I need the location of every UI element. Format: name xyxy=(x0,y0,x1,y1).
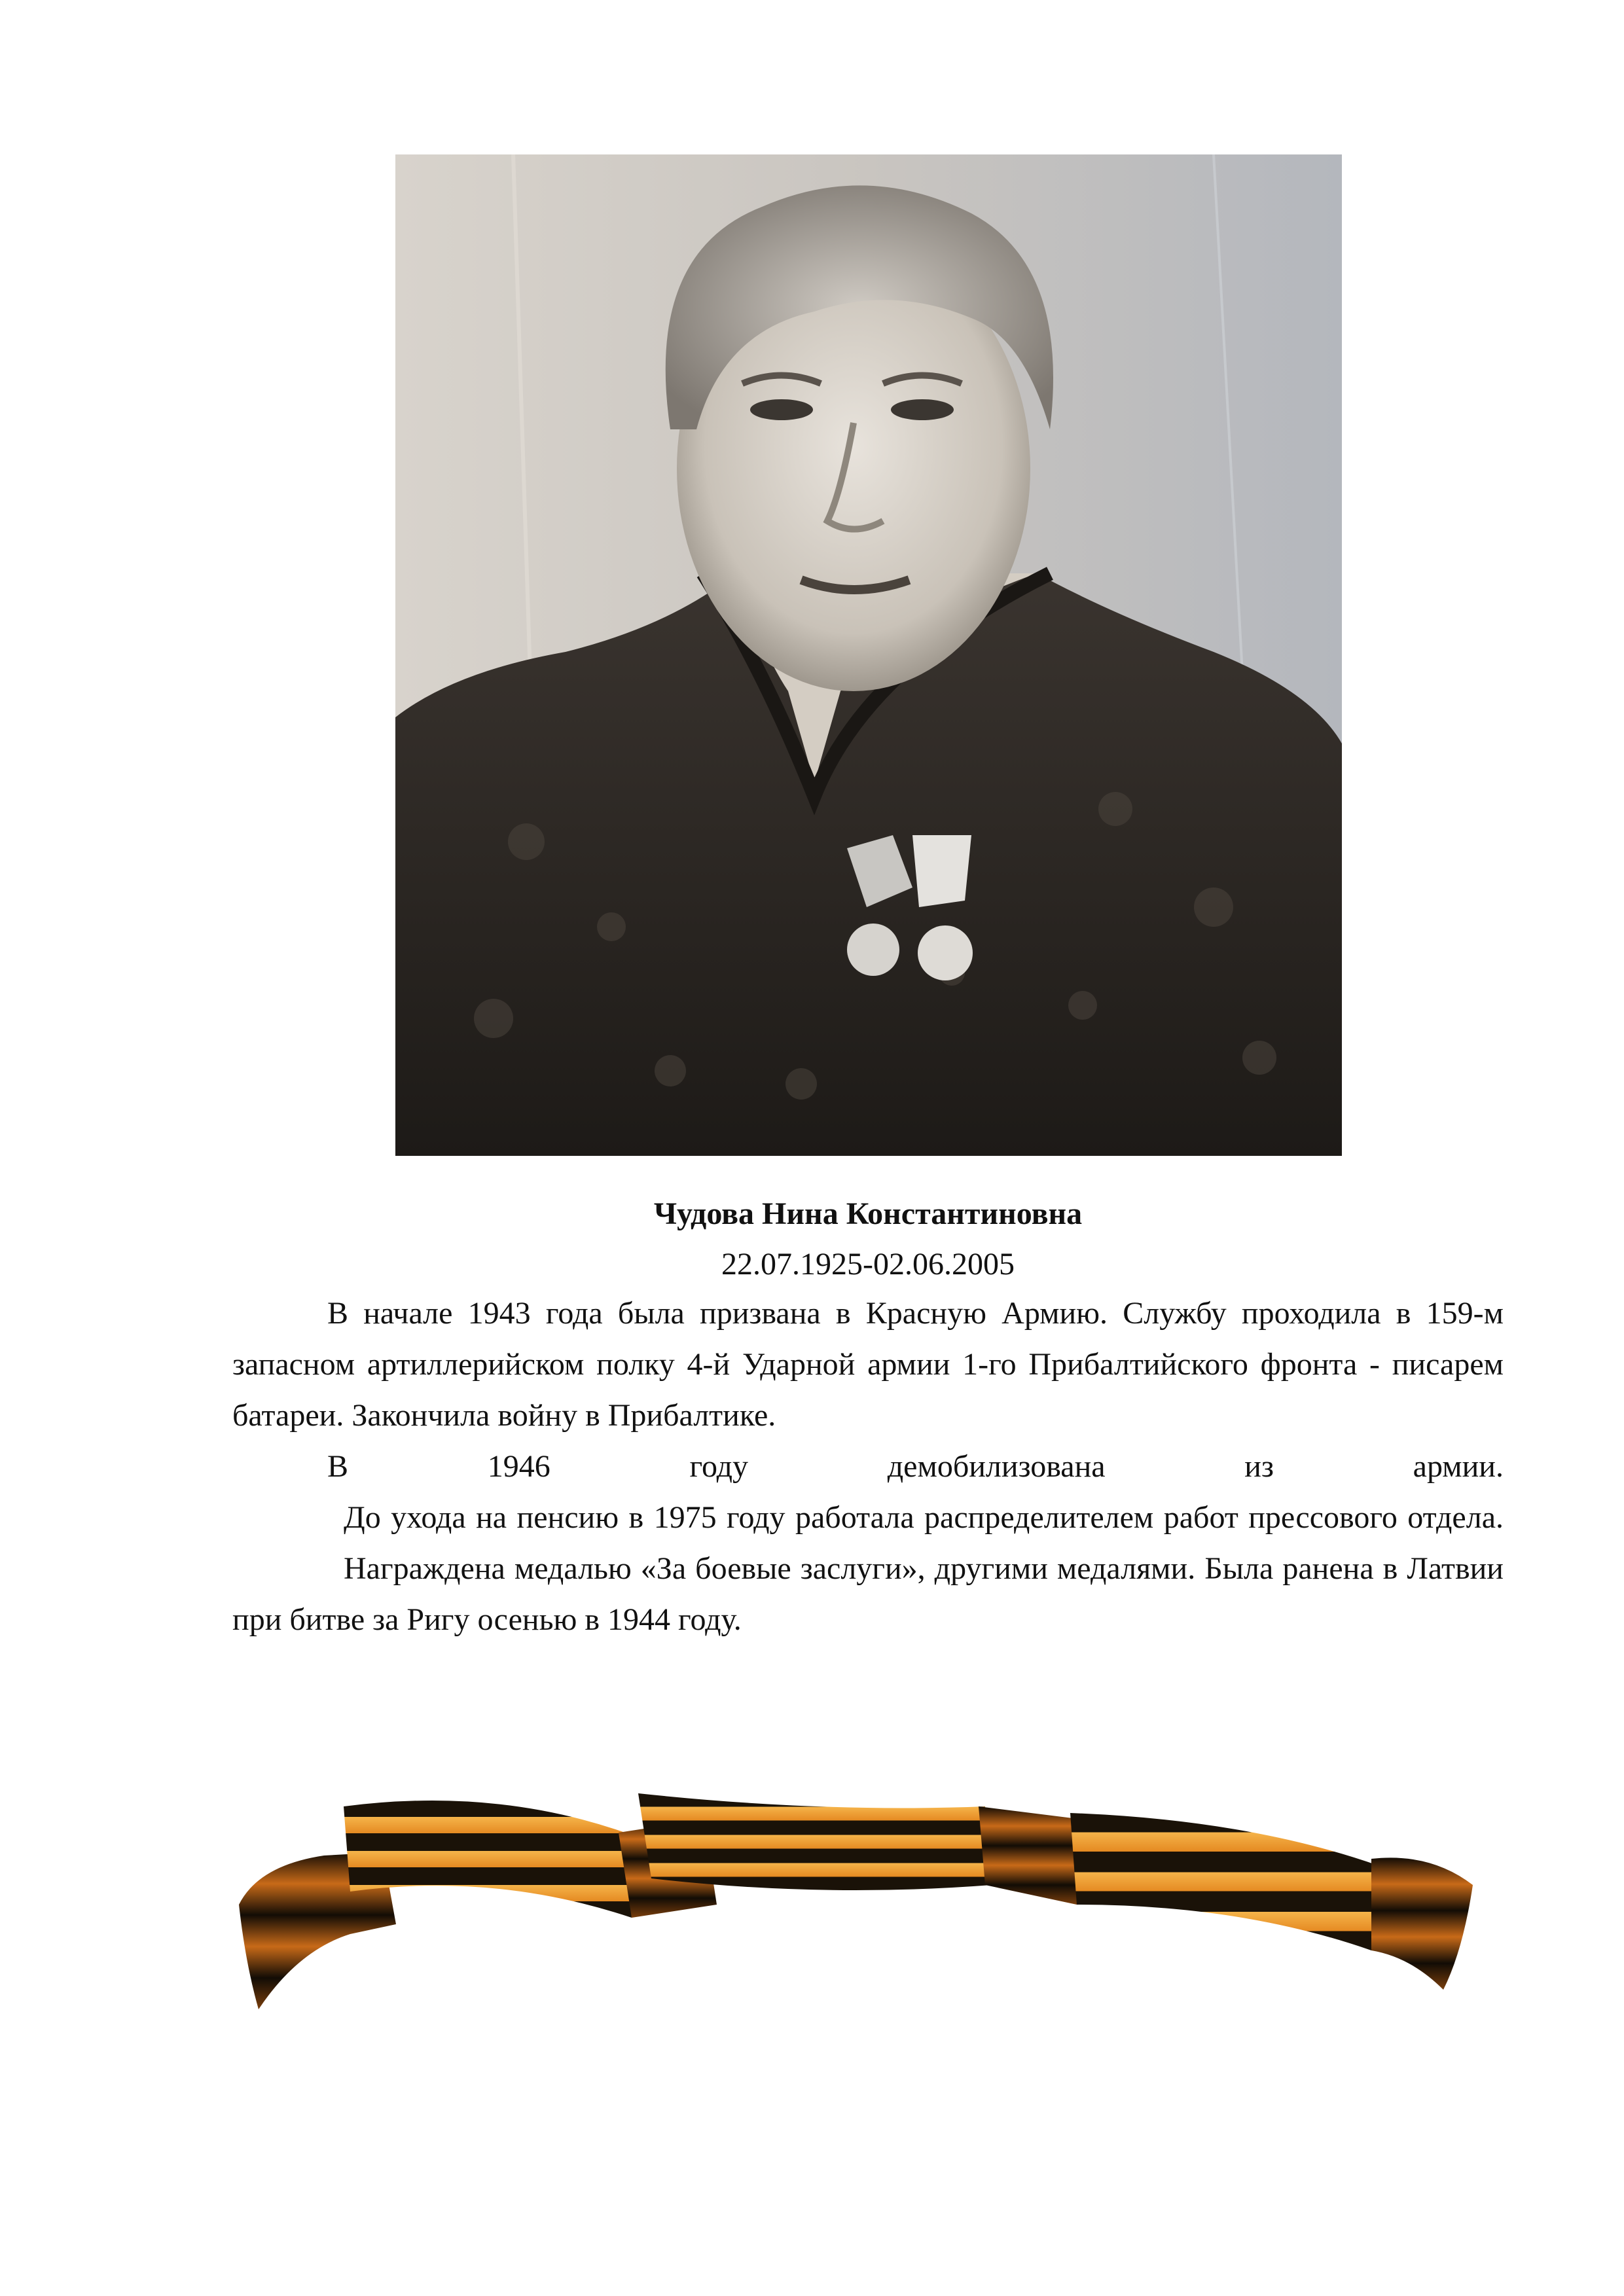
portrait-photo xyxy=(395,154,1342,1156)
bio-paragraph-service: В начале 1943 года была призвана в Красную Армию. Службу проходила в 159-м запасном артиллерийском полку 4-й Ударной армии 1-го Прибалтийского фронта - писарем батареи. Закончила войну в Прибалтике. xyxy=(232,1296,1504,1433)
bio-paragraph-demobilization: В 1946 году демобилизована из армии. xyxy=(327,1449,1504,1484)
person-name: Чудова Нина Константиновна xyxy=(653,1196,1083,1231)
ribbon-illustration xyxy=(232,1793,1476,2016)
portrait-illustration xyxy=(395,154,1342,1156)
bio-paragraph-awards: Награждена медалью «За боевые заслуги», другими медалями. Была ранена в Латвии при битве за Ригу осенью в 1944 году. xyxy=(232,1551,1504,1637)
life-dates: 22.07.1925-02.06.2005 xyxy=(721,1247,1015,1282)
st-george-ribbon xyxy=(232,1793,1476,2016)
biography xyxy=(232,1288,1504,1645)
bio-paragraph-career: До ухода на пенсию в 1975 году работала распределителем работ прессового отдела. xyxy=(344,1500,1504,1535)
